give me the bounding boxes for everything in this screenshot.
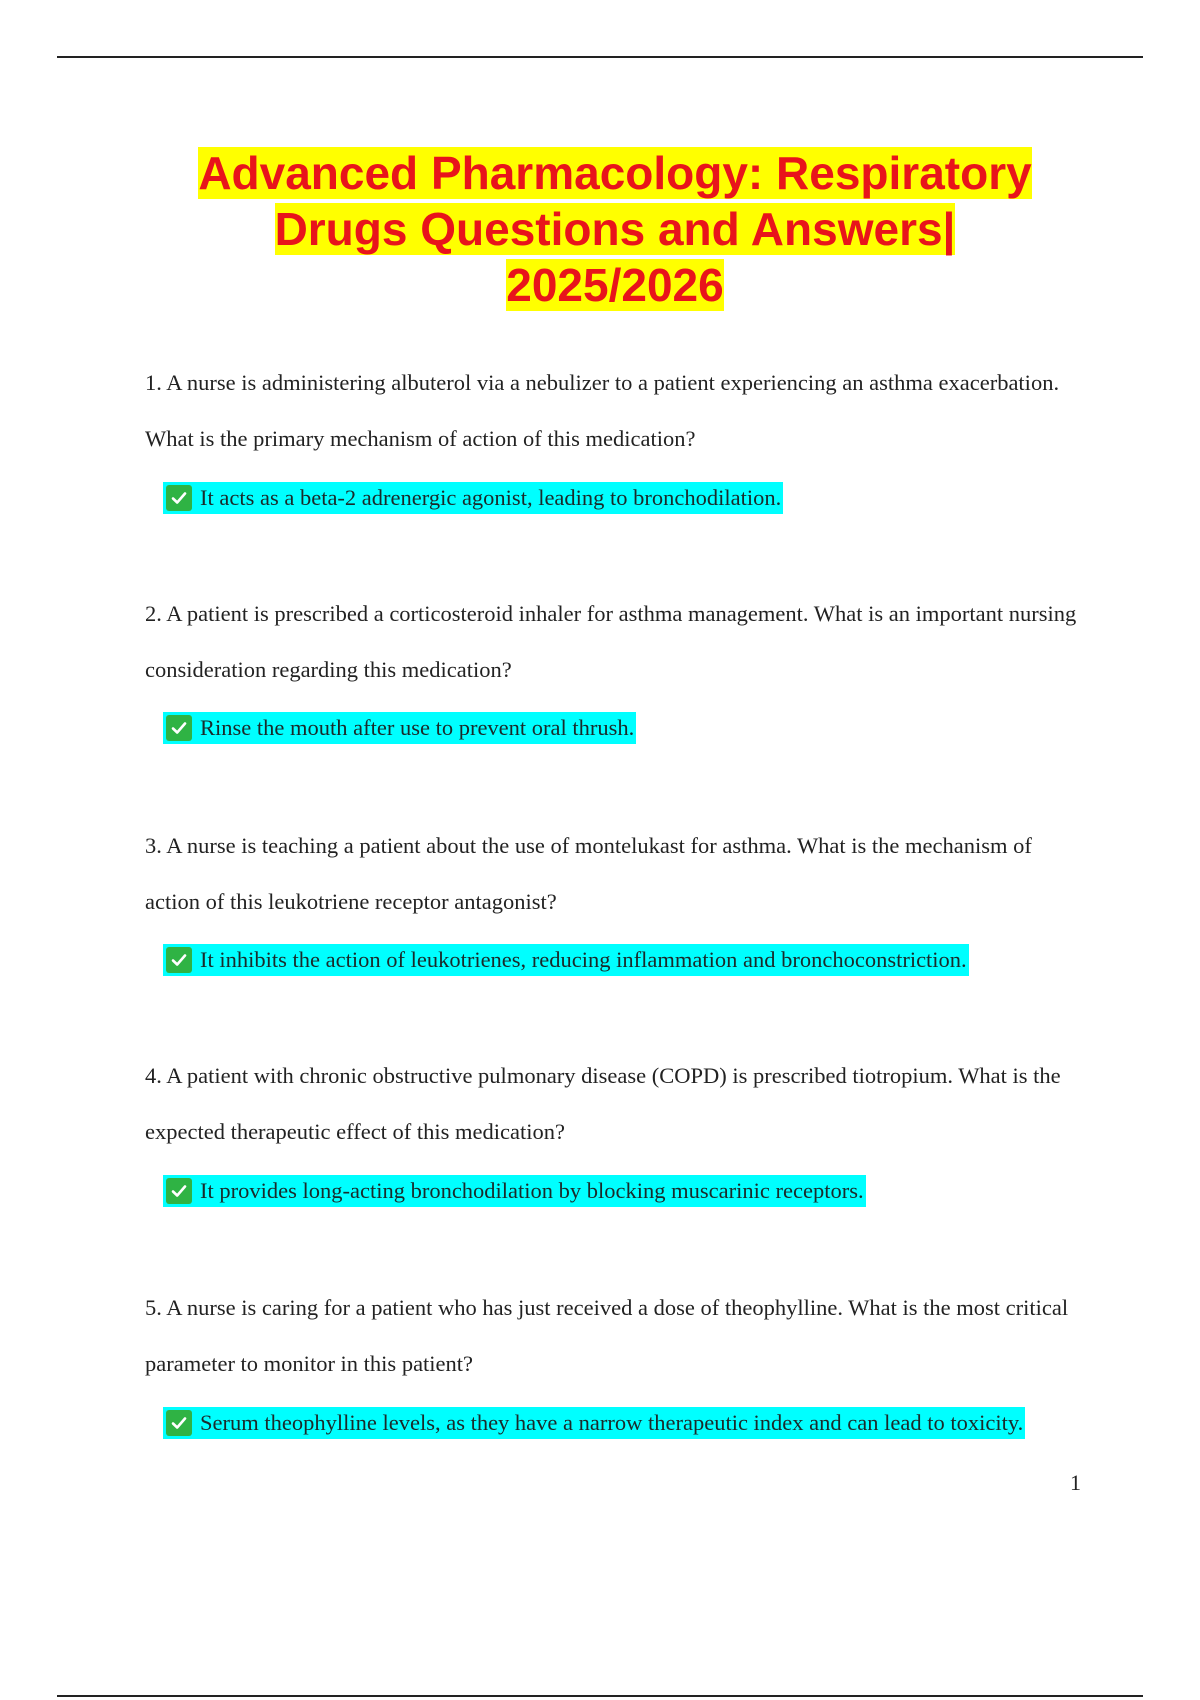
question-5-answer: [163, 1407, 1025, 1439]
page-number: 1: [1070, 1470, 1081, 1495]
question-4-text: 4. A patient with chronic obstructive pulmonary disease (COPD) is prescribed tiotropium. What is the expected therapeutic effect of this medication?: [145, 1063, 1061, 1144]
check-mark-icon: [166, 485, 192, 511]
question-1-text: 1. A nurse is administering albuterol via a nebulizer to a patient experiencing an asthma exacerbation. What is the primary mechanism of action of this medication?: [145, 370, 1060, 451]
answer-4-text: It provides long-acting bronchodilation by blocking muscarinic receptors.: [200, 1178, 864, 1203]
question-1-answer: [163, 482, 783, 514]
title-line-1: Advanced Pharmacology: Respiratory: [198, 147, 1032, 199]
check-mark-icon: [166, 1410, 192, 1436]
question-3-text: 3. A nurse is teaching a patient about the use of montelukast for asthma. What is the mechanism of action of this leukotriene receptor antagonist?: [145, 833, 1032, 914]
answer-5-text: Serum theophylline levels, as they have a narrow therapeutic index and can lead to toxicity.: [200, 1410, 1024, 1435]
question-2-answer: [163, 712, 636, 744]
check-mark-icon: [166, 1178, 192, 1204]
check-mark-icon: [166, 947, 192, 973]
document-title: [100, 145, 1130, 313]
question-4-answer: [163, 1175, 866, 1207]
top-rule: [57, 56, 1143, 58]
answer-2-text: Rinse the mouth after use to prevent oral thrush.: [200, 715, 635, 740]
question-2-text: 2. A patient is prescribed a corticosteroid inhaler for asthma management. What is an important nursing consideration regarding this medication?: [145, 601, 1077, 682]
bottom-rule: [57, 1695, 1143, 1697]
question-3-answer: [163, 944, 969, 976]
title-line-3: 2025/2026: [506, 259, 724, 311]
check-mark-icon: [166, 715, 192, 741]
answer-1-text: It acts as a beta-2 adrenergic agonist, leading to bronchodilation.: [200, 485, 782, 510]
title-line-2: Drugs Questions and Answers|: [274, 203, 956, 255]
question-5-text: 5. A nurse is caring for a patient who has just received a dose of theophylline. What is the most critical parameter to monitor in this patient?: [145, 1295, 1069, 1376]
answer-3-text: It inhibits the action of leukotrienes, reducing inflammation and bronchoconstriction.: [200, 947, 967, 972]
